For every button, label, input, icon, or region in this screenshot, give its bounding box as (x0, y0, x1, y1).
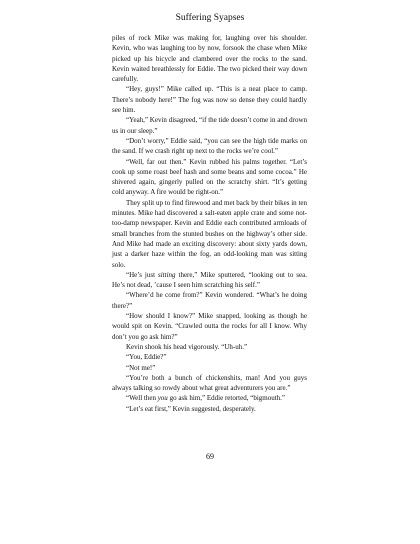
text-run: “Don’t worry,” Eddie said, “you can see the high tide marks on the sand. If we crash right up next to the rocks we’re cool.” (112, 136, 307, 156)
paragraph (112, 157, 307, 198)
paragraph (112, 311, 307, 342)
text-run: “He’s just (126, 270, 159, 279)
text-run: go ask him,” Eddie retorted, “bigmouth.” (167, 394, 286, 403)
text-run: piles of rock Mike was making for, laughing over his shoulder. Kevin, who was laughing too by now, forsook the chase when Mike picked up his bicycle and clambered over the rocks to the sand. Kevin waited breathlessly for Eddie. The two picked their way down carefully. (112, 34, 307, 84)
text-run: “You, Eddie?” (126, 353, 167, 362)
paragraph (112, 290, 307, 311)
text-run: “Let’s eat first,” Kevin suggested, desperately. (126, 404, 256, 413)
paragraph (112, 373, 307, 394)
running-head-title: Suffering Syapses (175, 13, 245, 23)
text-run: there,” Mike sputtered, “looking out to sea. He’s not dead, ’cause I seen him scratching his self.” (112, 270, 307, 290)
text-run: “Not me!” (126, 363, 156, 372)
text-run: They split up to find firewood and met back by their bikes in ten minutes. Mike had discovered a salt-eaten apple crate and some not-too-damp newspaper. Kevin and Eddie each contributed armloads of small branches from the stunted bushes on the highway’s other side. And Mike had made an exciting discovery: about sixty yards down, just a darker haze within the fog, an odd-looking man was sitting solo. (112, 198, 307, 269)
text-run: “Where’d he come from?” Kevin wondered. “What’s he doing there?” (112, 291, 307, 310)
paragraph (112, 136, 307, 157)
text-run: “How should I know?” Mike snapped, looking as though he would spit on Kevin. “Crawled outta the rocks for all I know. Why don’t you go ask him?” (112, 312, 307, 341)
paragraph (112, 84, 307, 115)
text-run: Kevin shook his head vigorously. “Uh-uh.” (126, 342, 248, 351)
paragraph (112, 363, 307, 373)
paragraph (112, 342, 307, 352)
paragraph (112, 198, 307, 270)
paragraph (112, 270, 307, 291)
paragraph (112, 115, 307, 136)
paragraph (112, 393, 307, 403)
text-run: “Yeah,” Kevin disagreed, “if the tide doesn’t come in and drown us in our sleep.” (112, 116, 307, 135)
text-run: “You’re both a bunch of chickenshits, man! And you guys always talking so rowdy about what great adventurers you are.” (112, 373, 307, 393)
body-text (112, 33, 307, 414)
paragraph (112, 404, 307, 414)
text-run: “Well, far out then.” Kevin rubbed his palms together. “Let’s cook up some roast beef hash and some beans and some cocoa.” He shivered again, gingerly pulled on the scratchy shirt. “It’s getting cold anyway. A fire would be right-on.” (112, 157, 307, 197)
page-number: 69 (206, 452, 214, 461)
italic-run: sitting (158, 270, 176, 279)
text-run: “Hey, guys!” Mike called up. “This is a neat place to camp. There’s nobody here!” The fog was now so dense they could hardly see him. (112, 85, 307, 115)
italic-run: you (157, 394, 168, 403)
paragraph (112, 352, 307, 362)
paragraph (112, 33, 307, 84)
text-run: “Well then (126, 394, 158, 403)
